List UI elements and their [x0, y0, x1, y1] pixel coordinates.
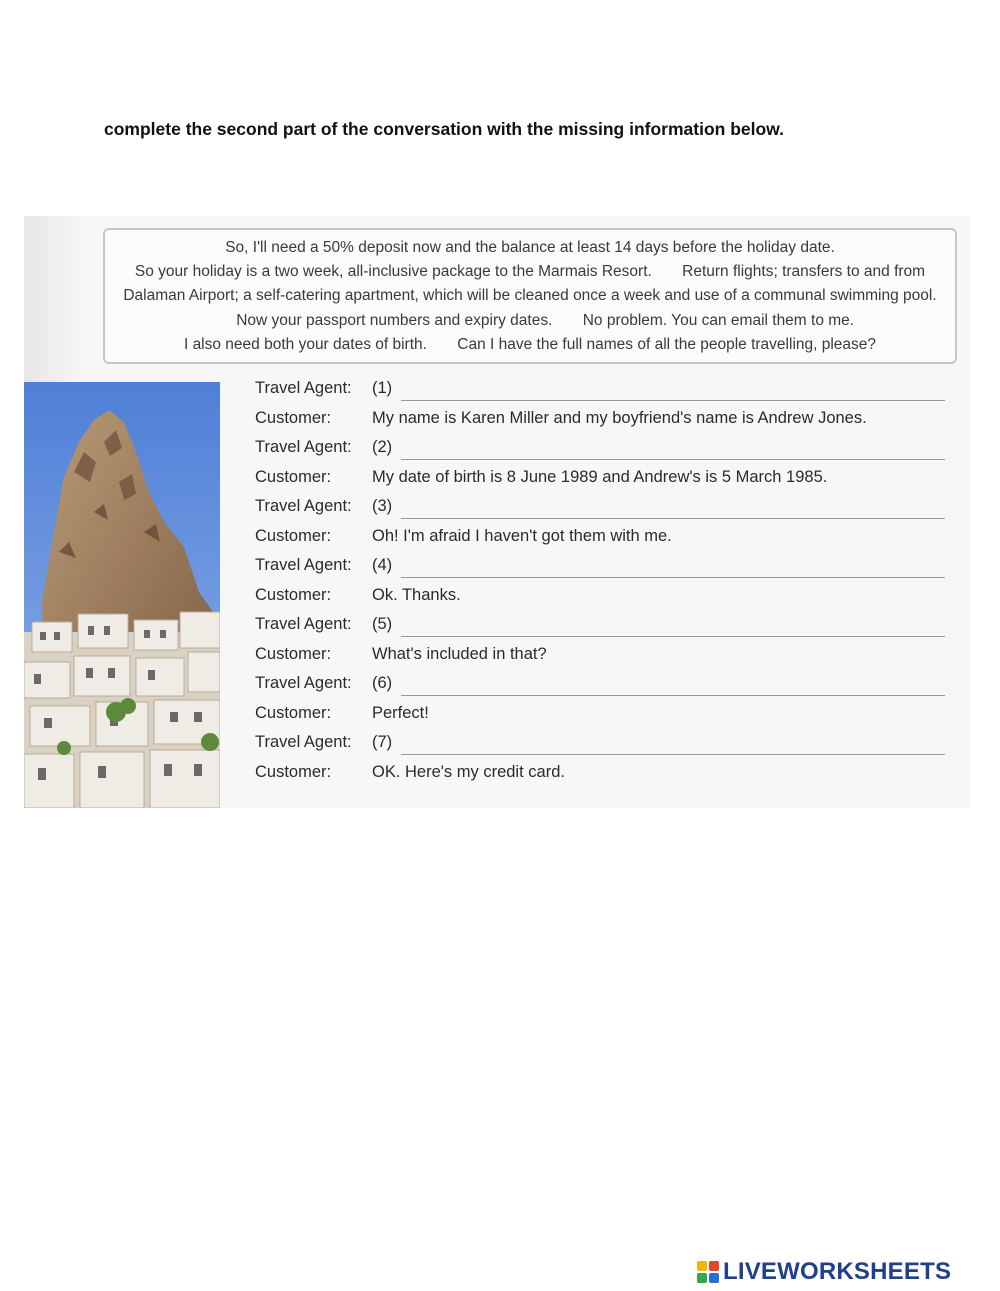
dialogue-line: (2): [372, 438, 393, 456]
instructions-text: complete the second part of the conversation with the missing information below.: [104, 119, 784, 139]
dialogue-row: [255, 701, 945, 731]
dialogue: [255, 376, 945, 789]
scan-shadow: [24, 216, 84, 386]
dialogue-line: My date of birth is 8 June 1989 and Andrew's is 5 March 1985.: [372, 467, 828, 486]
speaker-label: Travel Agent:: [255, 497, 352, 515]
answer-blank-4[interactable]: [401, 577, 945, 578]
phrase-item: Can I have the full names of all the people travelling, please?: [457, 335, 877, 353]
dialogue-row: [255, 730, 945, 760]
speaker-label: Travel Agent:: [255, 556, 352, 574]
speaker-label: Customer:: [255, 408, 332, 427]
answer-blank-1[interactable]: [401, 400, 945, 401]
liveworksheets-logo-text: LIVEWORKSHEETS: [723, 1258, 952, 1285]
dialogue-line: (1): [372, 379, 393, 397]
dialogue-row: [255, 612, 945, 642]
dialogue-row: [255, 583, 945, 613]
dialogue-line: (7): [372, 733, 393, 751]
phrase-item: I also need both your dates of birth.: [183, 335, 427, 353]
speaker-label: Travel Agent:: [255, 379, 352, 397]
speaker-label: Customer:: [255, 762, 332, 781]
dialogue-row: [255, 524, 945, 554]
speaker-label: Customer:: [255, 585, 332, 604]
dialogue-line: (5): [372, 615, 393, 633]
dialogue-line: OK. Here's my credit card.: [372, 762, 565, 781]
answer-blank-2[interactable]: [401, 459, 945, 460]
speaker-label: Travel Agent:: [255, 615, 352, 633]
answer-blank-7[interactable]: [401, 754, 945, 755]
answer-blank-6[interactable]: [401, 695, 945, 696]
dialogue-line: (3): [372, 497, 393, 515]
cappadocia-town-photo: [24, 382, 220, 808]
speaker-label: Travel Agent:: [255, 438, 352, 456]
dialogue-row: [255, 406, 945, 436]
liveworksheets-logo-icon: [697, 1261, 719, 1283]
dialogue-line: (4): [372, 556, 393, 574]
dialogue-row: [255, 435, 945, 465]
dialogue-row: [255, 376, 945, 406]
dialogue-row: [255, 642, 945, 672]
dialogue-line: What's included in that?: [372, 644, 547, 663]
phrase-item: No problem. You can email them to me.: [582, 311, 855, 329]
dialogue-row: [255, 465, 945, 495]
dialogue-row: [255, 760, 945, 790]
dialogue-line: Oh! I'm afraid I haven't got them with me.: [372, 526, 672, 545]
dialogue-row: [255, 494, 945, 524]
speaker-label: Customer:: [255, 467, 332, 486]
dialogue-line: My name is Karen Miller and my boyfriend's name is Andrew Jones.: [372, 408, 867, 427]
dialogue-row: [255, 671, 945, 701]
dialogue-row: [255, 553, 945, 583]
dialogue-line: (6): [372, 674, 393, 692]
phrase-item: Now your passport numbers and expiry dates.: [236, 311, 553, 329]
speaker-label: Customer:: [255, 644, 332, 663]
dialogue-line: Perfect!: [372, 703, 429, 722]
phrase-item: So, I'll need a 50% deposit now and the balance at least 14 days before the holiday date.: [225, 239, 835, 256]
phrase-item: So your holiday is a two week, all-inclusive package to the Marmais Resort.: [134, 263, 652, 281]
liveworksheets-logo: [697, 1258, 951, 1286]
answer-blank-5[interactable]: [401, 636, 945, 637]
speaker-label: Travel Agent:: [255, 674, 352, 692]
speaker-label: Customer:: [255, 526, 332, 545]
answer-blank-3[interactable]: [401, 518, 945, 519]
phrase-item: Return flights; transfers to and from Dalaman Airport; a self-catering apartment, which will be cleaned once a week and use of a communal swimming pool.: [123, 263, 937, 305]
speaker-label: Travel Agent:: [255, 733, 352, 751]
phrase-box: [103, 228, 957, 364]
speaker-label: Customer:: [255, 703, 332, 722]
dialogue-line: Ok. Thanks.: [372, 585, 461, 604]
